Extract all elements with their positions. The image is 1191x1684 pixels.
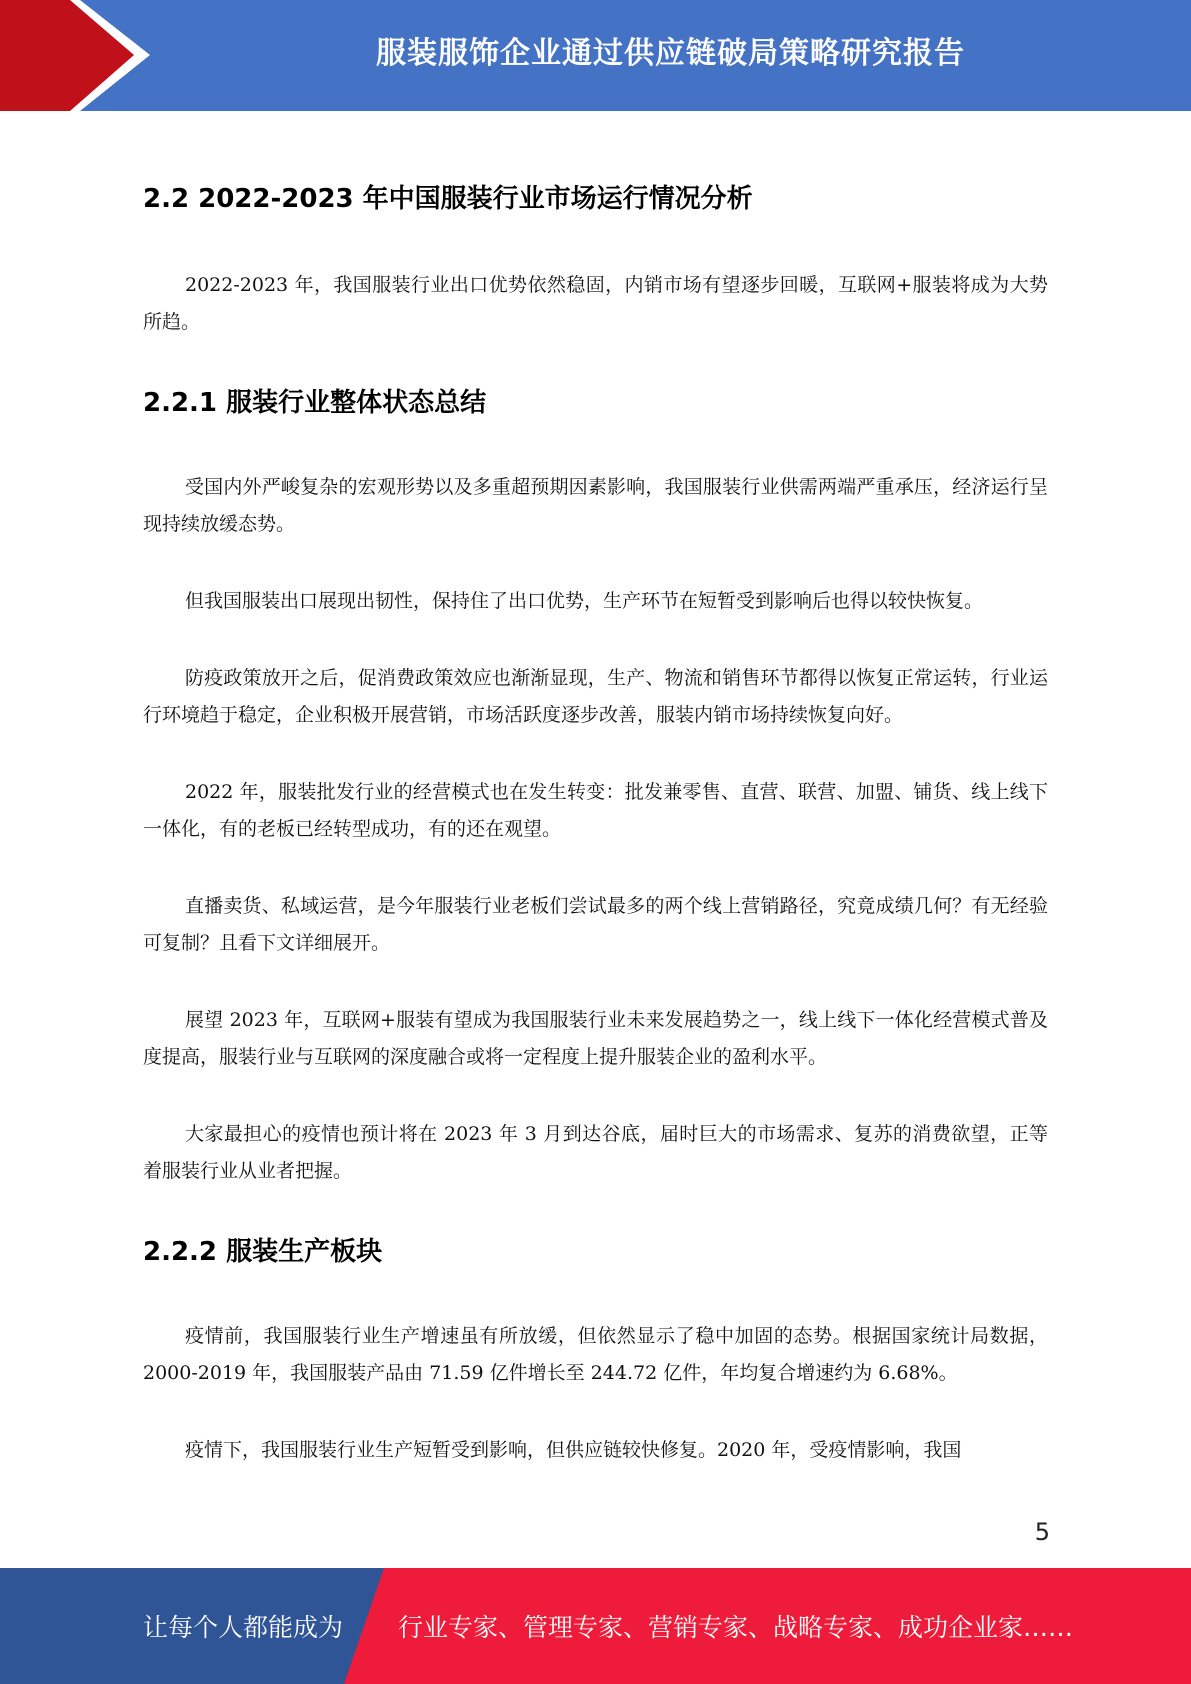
footer-slogan-left: 让每个人都能成为 [143, 1613, 344, 1642]
page-content [143, 175, 1048, 1509]
paragraph: 受国内外严峻复杂的宏观形势以及多重超预期因素影响，我国服装行业供需两端严重承压，经济运行呈现持续放缓态势。 [143, 476, 1048, 535]
paragraph: 展望 2023 年，互联网+服装有望成为我国服装行业未来发展趋势之一，线上线下一体化经营模式普及度提高，服装行业与互联网的深度融合或将一定程度上提升服装企业的盈利水平。 [143, 1009, 1048, 1068]
report-footer [0, 1568, 1191, 1684]
subsection-heading-2-2-2: 2.2.2 服装生产板块 [143, 1237, 383, 1267]
report-title: 服装服饰企业通过供应链破局策略研究报告 [376, 36, 965, 71]
paragraph: 直播卖货、私域运营，是今年服装行业老板们尝试最多的两个线上营销路径，究竟成绩几何？有无经验可复制？且看下文详细展开。 [143, 895, 1048, 954]
paragraph: 防疫政策放开之后，促消费政策效应也渐渐显现，生产、物流和销售环节都得以恢复正常运转，行业运行环境趋于稳定，企业积极开展营销，市场活跃度逐步改善，服装内销市场持续恢复向好。 [143, 667, 1048, 726]
page-number: 5 [1034, 1518, 1050, 1546]
subsection-heading-2-2-1: 2.2.1 服装行业整体状态总结 [143, 388, 487, 418]
report-header [0, 0, 1191, 111]
paragraph: 疫情下，我国服装行业生产短暂受到影响，但供应链较快修复。2020 年，受疫情影响，我国 [185, 1439, 962, 1461]
section-heading: 2.2 2022-2023 年中国服装行业市场运行情况分析 [143, 184, 753, 214]
paragraph: 2022 年，服装批发行业的经营模式也在发生转变：批发兼零售、直营、联营、加盟、铺货、线上线下一体化，有的老板已经转型成功，有的还在观望。 [143, 781, 1048, 840]
paragraph: 大家最担心的疫情也预计将在 2023 年 3 月到达谷底，届时巨大的市场需求、复苏的消费欲望，正等着服装行业从业者把握。 [143, 1123, 1048, 1182]
paragraph: 但我国服装出口展现出韧性，保持住了出口优势，生产环节在短暂受到影响后也得以较快恢复。 [185, 590, 984, 612]
footer-slogan-right: 行业专家、管理专家、营销专家、战略专家、成功企业家…… [398, 1613, 1074, 1642]
section-intro: 2022-2023 年，我国服装行业出口优势依然稳固，内销市场有望逐步回暖，互联网+服装将成为大势所趋。 [143, 274, 1048, 333]
paragraph: 疫情前，我国服装行业生产增速虽有所放缓，但依然显示了稳中加固的态势。根据国家统计局数据，2000-2019 年，我国服装产品由 71.59 亿件增长至 244.72 亿件，年均复合增速约为 6.68%。 [143, 1325, 1048, 1384]
